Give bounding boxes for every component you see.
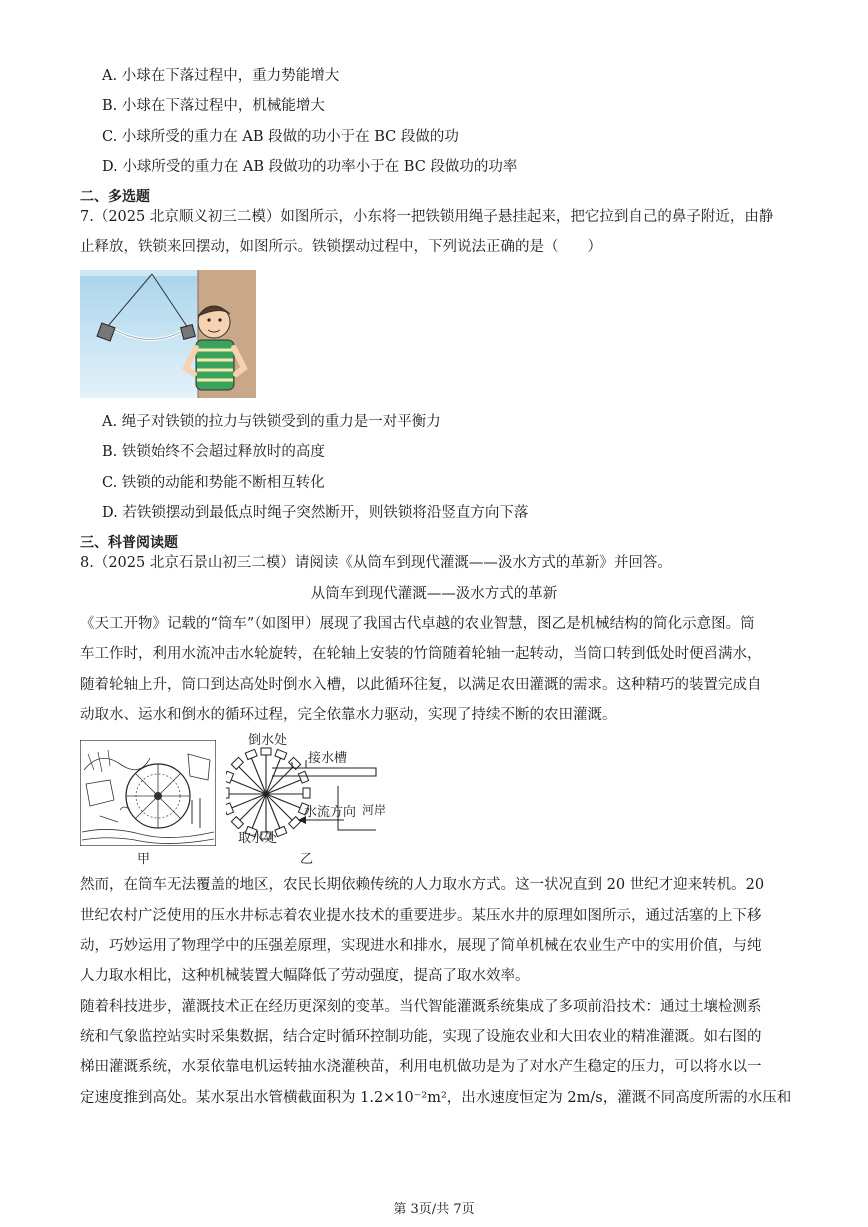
label-pour: 倒水处 [248, 733, 288, 748]
para1-line4: 动取水、运水和倒水的循环过程，完全依靠水力驱动，实现了持续不断的农田灌溉。 [80, 707, 617, 723]
q7-option-a: A. 绳子对铁锁的拉力与铁锁受到的重力是一对平衡力 [102, 414, 441, 430]
q7-stem-line2: 止释放，铁锁来回摆动，如图所示。铁锁摆动过程中，下列说法正确的是（ ） [80, 239, 602, 255]
label-take: 取水处 [238, 831, 278, 846]
q7-option-c: C. 铁锁的动能和势能不断相互转化 [102, 475, 325, 491]
waterwheel-sketch [80, 740, 216, 846]
label-bank: 河岸 [362, 803, 387, 817]
section-heading-reading: 三、科普阅读题 [80, 535, 178, 551]
waterwheel-schematic-figure [226, 732, 396, 846]
waterwheel-schematic [226, 732, 396, 846]
para1-line3: 随着轮轴上升，筒口到达高处时倒水入槽，以此循环往复，以满足农田灌溉的需求。这种精巧的装置完成自 [80, 677, 762, 693]
q7-option-b: B. 铁锁始终不会超过释放时的高度 [102, 444, 325, 460]
label-trough: 接水槽 [308, 751, 348, 766]
figure-caption-jia: 甲 [137, 852, 151, 867]
q7-option-d: D. 若铁锁摆动到最低点时绳子突然断开，则铁锁将沿竖直方向下落 [102, 505, 529, 521]
q6-option-d: D. 小球所受的重力在 AB 段做功的功率小于在 BC 段做功的功率 [102, 159, 518, 175]
para2-line2: 世纪农村广泛使用的压水井标志着农业提水技术的重要进步。某压水井的原理如图所示，通过活塞的上下移 [80, 908, 762, 924]
page-number: 第 3页/共 7页 [393, 1202, 475, 1217]
para3-line1: 随着科技进步，灌溉技术正在经历更深刻的变革。当代智能灌溉系统集成了多项前沿技术：通过土壤检测系 [80, 999, 762, 1015]
q7-pendulum-figure [80, 270, 256, 398]
label-flow: 水流方向 [304, 805, 357, 820]
waterwheel-sketch-figure [80, 740, 216, 846]
para3-line4: 定速度推到高处。某水泵出水管横截面积为 1.2×10⁻²m²，出水速度恒定为 2m/s，灌溉不同高度所需的水压和 [80, 1090, 792, 1106]
para2-line4: 人力取水相比，这种机械装置大幅降低了劳动强度，提高了取水效率。 [80, 968, 530, 984]
para2-line3: 动，巧妙运用了物理学中的压强差原理，实现进水和排水，展现了简单机械在农业生产中的实用价值，与纯 [80, 938, 762, 954]
para3-line2: 统和气象监控站实时采集数据，结合定时循环控制功能，实现了设施农业和大田农业的精准灌溉。如右图的 [80, 1029, 762, 1045]
pendulum-illustration [80, 270, 256, 398]
para1-line2: 车工作时，利用水流冲击水轮旋转，在轮轴上安装的竹筒随着轮轴一起转动，当筒口转到低处时便舀满水， [80, 646, 762, 662]
para2-line1: 然而，在筒车无法覆盖的地区，农民长期依赖传统的人力取水方式。这一状况直到 20 世纪才迎来转机。20 [80, 877, 765, 893]
q6-option-a: A. 小球在下落过程中，重力势能增大 [102, 68, 340, 84]
q6-option-c: C. 小球所受的重力在 AB 段做的功小于在 BC 段做的功 [102, 129, 459, 145]
q7-stem-line1: 7.（2025 北京顺义初三二模）如图所示，小东将一把铁锁用绳子悬挂起来，把它拉到自己的鼻子附近，由静 [80, 209, 774, 225]
q6-option-b: B. 小球在下落过程中，机械能增大 [102, 98, 325, 114]
para1-line1: 《天工开物》记载的“筒车”（如图甲）展现了我国古代卓越的农业智慧，图乙是机械结构的简化示意图。筒 [80, 616, 755, 632]
q8-stem: 8.（2025 北京石景山初三二模）请阅读《从筒车到现代灌溉——汲水方式的革新》并回答。 [80, 555, 672, 571]
para3-line3: 梯田灌溉系统，水泵依靠电机运转抽水浇灌秧苗，利用电机做功是为了对水产生稳定的压力，可以将水以一 [80, 1059, 762, 1075]
section-heading-multi-choice: 二、多选题 [80, 189, 150, 205]
figure-caption-yi: 乙 [300, 852, 314, 867]
article-title: 从筒车到现代灌溉——汲水方式的革新 [310, 586, 558, 602]
